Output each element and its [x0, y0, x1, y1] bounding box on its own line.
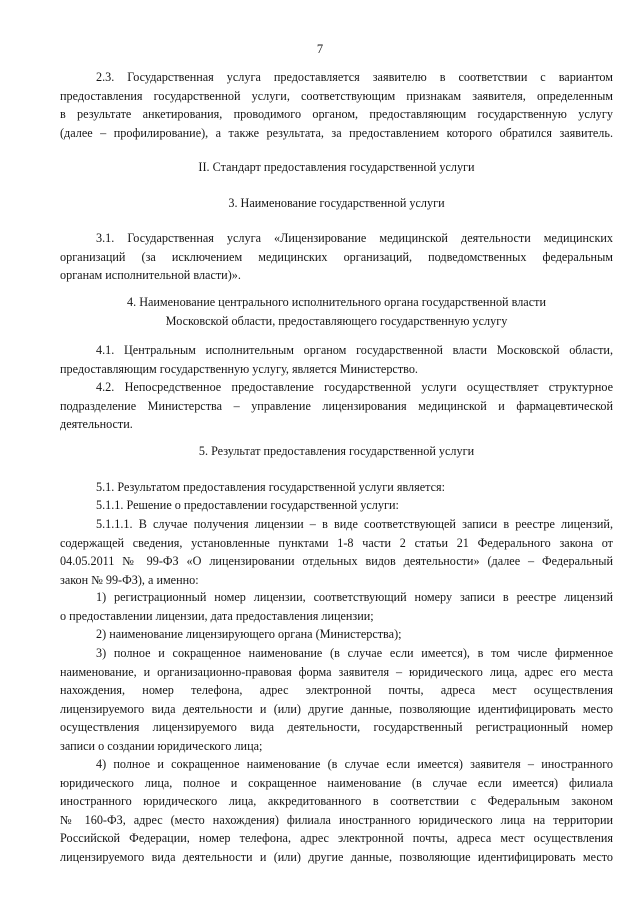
text-line: наименование, и организационно-правовая форма заявителя – юридического лица, адрес его места: [60, 664, 613, 679]
text-line: 4.2. Непосредственное предоставление государственной услуги осуществляет структурное: [96, 380, 613, 394]
text-line: Российской Федерации, номер телефона, адрес электронной почты, адреса мест осуществления: [60, 831, 613, 846]
text-line: лицензируемого вида деятельности и (или) другие данные, позволяющие идентифицировать место: [60, 701, 613, 716]
text-line: содержащей сведения, установленные пунктами 1-8 части 2 статьи 21 Федерального закона от: [60, 535, 613, 550]
text-line: осуществления лицензируемого вида деятельности, государственный регистрационный номер: [60, 720, 613, 735]
paragraph-2-3: [60, 68, 613, 142]
section-heading-2: II. Стандарт предоставления государственной услуги: [198, 160, 475, 174]
text-line: записи о создании юридического лица;: [60, 738, 263, 753]
text-line: деятельности.: [60, 417, 133, 432]
heading-4: [60, 293, 613, 330]
text-line: подразделение Министерства – управление лицензирования медицинской и фармацевтической: [60, 398, 613, 413]
text-line: иностранного юридического лица, аккредитованного в соответствии с Федеральным законом: [60, 794, 613, 809]
text-line: 4.1. Центральным исполнительным органом государственной власти Московской области,: [96, 343, 613, 357]
text-line: организаций (за исключением медицинских организаций, подведомственных федеральным: [60, 249, 613, 264]
text-line: юридического лица, полное и сокращенное наименование (в случае если имеется) филиала: [60, 775, 613, 790]
list-item-3: [60, 644, 613, 756]
text-line: 2.3. Государственная услуга предоставляется заявителю в соответствии с вариантом: [96, 70, 613, 84]
heading-3: 3. Наименование государственной услуги: [228, 196, 445, 210]
text-line: предоставления государственной услуги, соответствующим признакам заявителя, определенным: [60, 88, 613, 103]
text-line: нахождения, номер телефона, адрес электронной почты, адреса мест осуществления: [60, 683, 613, 698]
text-line: органам исполнительной власти)».: [60, 268, 241, 283]
paragraph-5-1: [60, 478, 613, 497]
paragraph-5-1-1: [60, 496, 613, 515]
text-line: 04.05.2011 № 99-ФЗ «О лицензировании отдельных видов деятельности» (далее – Федеральный: [60, 554, 613, 569]
paragraph-3-1: [60, 229, 613, 285]
text-line: 5.1.1. Решение о предоставлении государственной услуги:: [96, 498, 399, 512]
text-line: 5.1. Результатом предоставления государственной услуги является:: [96, 480, 446, 494]
text-line: о предоставлении лицензии, дата предоставления лицензии;: [60, 608, 374, 623]
paragraph-5-1-1-1: [60, 515, 613, 589]
text-line: предоставляющим государственную услугу, является Министерство.: [60, 361, 418, 376]
text-line: в результате анкетирования, проводимого органом, предоставляющим государственную услугу: [60, 107, 613, 122]
text-line: (далее – профилирование), а также результата, за предоставлением которого обратился заявитель.: [60, 125, 613, 140]
text-line: лицензируемого вида деятельности и (или) другие данные, позволяющие идентифицировать место: [60, 849, 613, 864]
heading-line: Московской области, предоставляющего государственную услугу: [165, 313, 508, 328]
text-line: 2) наименование лицензирующего органа (Министерства);: [96, 627, 402, 641]
heading-line: 4. Наименование центрального исполнительного органа государственной власти: [127, 295, 546, 309]
text-line: закон № 99-ФЗ), а именно:: [60, 572, 199, 587]
heading-5: 5. Результат предоставления государственной услуги: [198, 444, 475, 458]
text-line: № 160-ФЗ, адрес (место нахождения) филиала иностранного юридического лица на территории: [60, 812, 613, 827]
page-number: 7: [316, 42, 324, 56]
text-line: 3.1. Государственная услуга «Лицензирование медицинской деятельности медицинских: [96, 231, 613, 245]
list-item-2: [60, 625, 613, 644]
list-item-1: [60, 588, 613, 625]
paragraph-4-1: [60, 341, 613, 378]
text-line: 4) полное и сокращенное наименование (в случае если имеется) заявителя – иностранного: [96, 757, 613, 771]
text-line: 1) регистрационный номер лицензии, соответствующий номеру записи в реестре лицензий: [96, 590, 613, 604]
list-item-4: [60, 755, 613, 867]
text-line: 3) полное и сокращенное наименование (в случае если имеется), в том числе фирменное: [96, 646, 613, 660]
text-line: 5.1.1.1. В случае получения лицензии – в виде соответствующей записи в реестре лицензий,: [96, 517, 613, 531]
paragraph-4-2: [60, 378, 613, 434]
